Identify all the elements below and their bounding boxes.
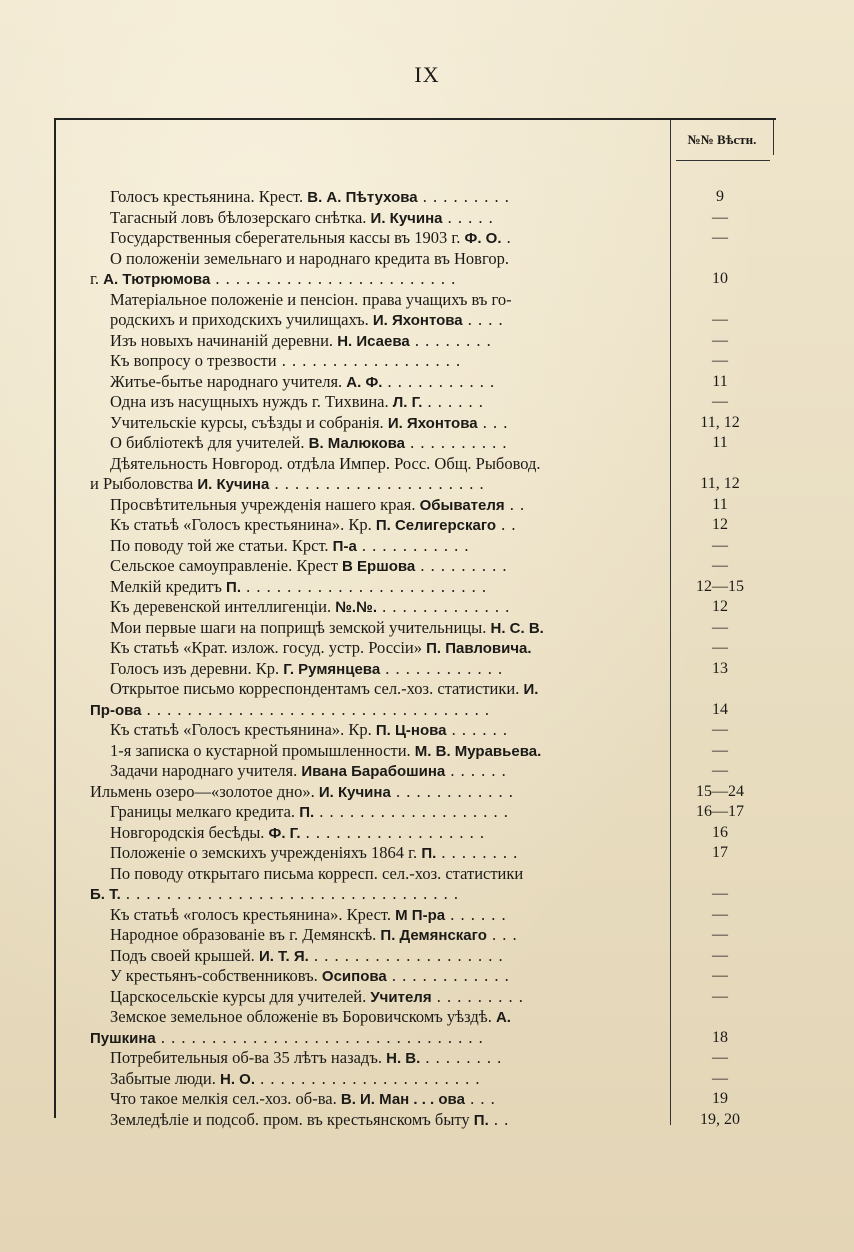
entry-text: Къ статьѣ «Крат. излож. госуд. устр. Россіи» bbox=[110, 638, 427, 657]
entry-author: П. Демянскаго bbox=[380, 927, 487, 944]
toc-entry-title bbox=[90, 454, 660, 475]
issue-number: 19 bbox=[712, 1090, 728, 1107]
leader-dots: . . . . . . . . . . . . bbox=[380, 658, 504, 678]
entry-author: И. Т. Я. bbox=[258, 947, 309, 965]
issue-number: 19, 20 bbox=[700, 1110, 740, 1128]
toc-entry-title bbox=[90, 290, 660, 311]
toc-entry bbox=[90, 966, 780, 987]
toc-entry bbox=[90, 823, 780, 844]
entry-author: Пушкина bbox=[90, 1029, 156, 1047]
entry-author: Обывателя bbox=[419, 496, 505, 514]
entry-text: Къ статьѣ «голосъ крестьянина». Крест. bbox=[110, 904, 396, 924]
entry-text: Одна изъ насущныхъ нуждъ г. Тихвина. bbox=[110, 392, 393, 411]
entry-text: Забытые люди. bbox=[110, 1068, 221, 1088]
entry-author: И. Яхонтова bbox=[372, 312, 463, 329]
issue-number bbox=[660, 864, 780, 885]
entry-text: Положеніе о земскихъ учрежденіяхъ 1864 г. bbox=[110, 843, 422, 862]
issue-number: 11 bbox=[712, 434, 728, 451]
entry-text: Границы мелкаго кредита. bbox=[110, 802, 300, 821]
issue-number bbox=[660, 290, 780, 311]
issue-number: — bbox=[712, 229, 728, 246]
leader-dots: . . . . . . . . bbox=[409, 330, 492, 350]
entry-text: Земское земельное обложеніе въ Боровичскомъ уѣздѣ. bbox=[110, 1007, 496, 1026]
toc-entry bbox=[90, 1089, 780, 1110]
leader-dots: . . . . . . . . . . . . . bbox=[376, 597, 511, 616]
issue-number: — bbox=[712, 639, 728, 656]
toc-entry-title bbox=[90, 269, 660, 290]
issue-number: — bbox=[712, 208, 728, 226]
leader-dots: . . . . . . . . bbox=[420, 1048, 503, 1067]
toc-entry-title bbox=[90, 1028, 660, 1049]
entry-author: И. Кучина bbox=[197, 476, 270, 493]
issue-number: — bbox=[712, 967, 728, 984]
toc-entry-title bbox=[90, 1069, 660, 1090]
toc-entry bbox=[90, 597, 780, 618]
entry-author: Л. Г. bbox=[392, 394, 423, 411]
entry-text: О положеніи земельнаго и народнаго кредита въ Новгор. bbox=[110, 248, 509, 268]
toc-entry bbox=[90, 1069, 780, 1090]
toc-entry bbox=[90, 454, 780, 475]
entry-text: Мои первые шаги на поприщѣ земской учительницы. bbox=[110, 617, 491, 637]
toc-entry-title bbox=[90, 249, 660, 270]
issue-number: — bbox=[712, 618, 728, 636]
entry-text: Что такое мелкія сел.-хоз. об-ва. bbox=[110, 1089, 341, 1108]
entry-author: Н. Исаева bbox=[337, 332, 410, 350]
issue-number: — bbox=[712, 987, 728, 1005]
entry-text: Сельское самоуправленіе. Крест bbox=[110, 556, 343, 575]
toc-entry bbox=[90, 290, 780, 311]
entry-author: И. Яхонтова bbox=[387, 414, 478, 432]
issue-number: 13 bbox=[712, 659, 728, 677]
toc-entry-title bbox=[90, 577, 660, 598]
toc-entry bbox=[90, 372, 780, 393]
toc-entry bbox=[90, 1007, 780, 1028]
entry-text: Потребительныя об-ва 35 лѣтъ назадъ. bbox=[110, 1048, 387, 1067]
toc-entry bbox=[90, 638, 780, 659]
issue-number: — bbox=[712, 946, 728, 964]
entry-text: Къ вопросу о трезвости bbox=[110, 351, 277, 370]
issue-number: 14 bbox=[712, 700, 728, 718]
toc-entry-title bbox=[90, 310, 660, 331]
toc-entry bbox=[90, 946, 780, 967]
entry-text: Царскосельскіе курсы для учителей. bbox=[110, 986, 371, 1006]
entry-author: П. Ц-нова bbox=[375, 722, 447, 739]
issue-number: — bbox=[712, 536, 728, 554]
toc-entry bbox=[90, 884, 780, 905]
toc-entry bbox=[90, 495, 780, 516]
toc-entry bbox=[90, 413, 780, 434]
toc-entry bbox=[90, 556, 780, 577]
leader-dots: . . bbox=[496, 515, 517, 534]
toc-entry bbox=[90, 187, 780, 208]
entry-text: Государственныя сберегательныя кассы въ 1903 г. bbox=[110, 228, 465, 247]
entry-author: Осипова bbox=[321, 968, 387, 985]
frame-top-rule bbox=[54, 118, 776, 120]
issue-number: — bbox=[712, 1069, 728, 1087]
issue-number: 12—15 bbox=[696, 577, 744, 595]
leader-dots: . . . . . . . . . . . bbox=[382, 371, 496, 391]
toc-entry bbox=[90, 1028, 780, 1049]
toc-entry bbox=[90, 925, 780, 946]
toc-entry bbox=[90, 843, 780, 864]
leader-dots: . . . . . . . . . bbox=[431, 986, 524, 1006]
leader-dots: . . . bbox=[464, 1089, 496, 1108]
entry-text: Задачи народнаго учителя. bbox=[110, 761, 302, 780]
leader-dots: . . . . . . . . . . . . . . . . . . bbox=[276, 351, 462, 370]
entry-text: Тагасный ловъ бѣлозерскаго снѣтка. bbox=[110, 207, 371, 227]
toc-entry bbox=[90, 741, 780, 762]
issue-number: — bbox=[712, 352, 728, 369]
entry-text: Изъ новыхъ начинаній деревни. bbox=[110, 330, 338, 350]
toc-entry-title bbox=[90, 413, 660, 434]
toc-entry bbox=[90, 679, 780, 700]
page-number: IX bbox=[414, 62, 440, 87]
toc-entry bbox=[90, 987, 780, 1008]
leader-dots: . . . . . . . . . . . . . . . . . . . . . . . . . . . . . . . . . bbox=[120, 884, 460, 903]
toc-entry bbox=[90, 208, 780, 229]
entry-author: П. bbox=[421, 845, 437, 862]
issue-number: 12 bbox=[712, 598, 728, 615]
entry-author: Учителя bbox=[370, 988, 432, 1006]
toc-entry bbox=[90, 351, 780, 372]
entry-text: У крестьянъ-собственниковъ. bbox=[110, 966, 322, 985]
issue-number: 16 bbox=[712, 823, 728, 841]
toc-entry bbox=[90, 249, 780, 270]
entry-author: Н. В. bbox=[386, 1050, 421, 1067]
leader-dots: . . . . . . . . . . . bbox=[356, 535, 470, 555]
leader-dots: . . . . . . . . . . . . . . . . . . bbox=[300, 822, 485, 842]
entry-text: Учительскіе курсы, съѣзды и собранія. bbox=[110, 412, 388, 432]
toc-entry-title bbox=[90, 372, 660, 393]
toc-entry-title bbox=[90, 536, 660, 557]
entry-author: В. Малюкова bbox=[308, 435, 406, 452]
entry-text: Просвѣтительныя учрежденія нашего края. bbox=[110, 494, 420, 514]
toc-entry-title bbox=[90, 782, 660, 803]
toc-entry-title bbox=[90, 761, 660, 782]
entry-text: Къ статьѣ «Голосъ крестьянина». Кр. bbox=[110, 720, 376, 739]
entry-text: Ильмень озеро—«золотое дно». bbox=[90, 781, 319, 801]
issue-number: 9 bbox=[716, 188, 724, 205]
toc-entry bbox=[90, 659, 780, 680]
issue-number bbox=[660, 249, 780, 270]
toc-entry bbox=[90, 392, 780, 413]
toc-entry-title bbox=[90, 392, 660, 413]
entry-author: И. Кучина bbox=[370, 209, 443, 227]
toc-entry-title bbox=[90, 1110, 660, 1131]
toc-entry-title bbox=[90, 331, 660, 352]
leader-dots: . . . . . . . . bbox=[436, 843, 519, 862]
entry-author: Ивана Барабошина bbox=[301, 763, 446, 780]
column-header-rule bbox=[676, 160, 770, 161]
leader-dots: . . . . . . . . . . . . . . . . . . . . . . . . bbox=[210, 269, 457, 288]
entry-text: Голосъ изъ деревни. Кр. bbox=[110, 658, 284, 678]
toc-entry-title bbox=[90, 864, 660, 885]
leader-dots: . . . . . . bbox=[422, 392, 484, 411]
entry-author: В. И. Ман . . . ова bbox=[340, 1091, 465, 1108]
entry-text: Житье-бытье народнаго учителя. bbox=[110, 371, 347, 391]
entry-author: Н. О. bbox=[220, 1070, 256, 1088]
leader-dots: . . . . . . . . . . . . . . . . . . . . . bbox=[269, 474, 485, 493]
toc-entry-title bbox=[90, 515, 660, 536]
issue-number: — bbox=[712, 331, 728, 349]
entry-author: А. Ф. bbox=[346, 373, 383, 391]
toc-entry-title bbox=[90, 1007, 660, 1028]
toc-entry bbox=[90, 577, 780, 598]
toc-entry bbox=[90, 782, 780, 803]
toc-entry-title bbox=[90, 208, 660, 229]
issue-number: 11 bbox=[712, 495, 728, 513]
entry-text: Подъ своей крышей. bbox=[110, 945, 259, 965]
issue-number: — bbox=[712, 741, 728, 759]
issue-number: — bbox=[712, 721, 728, 738]
leader-dots: . . . . . . . . . bbox=[417, 187, 510, 206]
entry-text: Новгородскія бесѣды. bbox=[110, 822, 269, 842]
issue-number: 10 bbox=[712, 270, 728, 287]
entry-text: Матеріальное положеніе и пенсіон. права учащихъ въ го- bbox=[110, 289, 512, 309]
toc-entry bbox=[90, 515, 780, 536]
issue-number: — bbox=[712, 905, 728, 923]
toc-entry-title bbox=[90, 802, 660, 823]
toc-entry-title bbox=[90, 1089, 660, 1110]
entry-author: А. bbox=[495, 1009, 511, 1026]
entry-text: Къ деревенской интеллигенціи. bbox=[110, 597, 336, 616]
toc-entry-title bbox=[90, 638, 660, 659]
entry-text: 1-я записка о кустарной промышленности. bbox=[110, 740, 415, 760]
toc-entry-title bbox=[90, 597, 660, 618]
leader-dots: . bbox=[501, 228, 512, 247]
entry-text: Мелкій кредитъ bbox=[110, 576, 227, 596]
entry-author: П. bbox=[299, 804, 315, 821]
toc-entry-title bbox=[90, 823, 660, 844]
entry-author: Г. Румянцева bbox=[283, 660, 381, 678]
entry-text: По поводу открытаго письма корресп. сел.-хоз. статистики bbox=[110, 863, 524, 883]
toc-entry-title bbox=[90, 495, 660, 516]
entry-author: Б. Т. bbox=[90, 886, 121, 903]
leader-dots: . . . . . . . . . bbox=[415, 556, 508, 575]
leader-dots: . . . . . . . . . . . . . . . . . . . . . . . . . . . . . . . . . . bbox=[141, 699, 490, 719]
entry-text: Открытое письмо корреспондентамъ сел.-хоз. статистики. bbox=[110, 679, 524, 698]
column-right-rule bbox=[773, 120, 774, 155]
entry-author: М П-ра bbox=[395, 906, 446, 924]
issue-number: — bbox=[712, 885, 728, 902]
issue-number: — bbox=[712, 926, 728, 943]
entry-text: Дѣятельность Новгород. отдѣла Импер. Росс. Общ. Рыбовод. bbox=[110, 453, 541, 473]
issue-number: 12 bbox=[712, 516, 728, 533]
entry-text: Земледѣліе и подсоб. пром. въ крестьянскомъ быту bbox=[110, 1109, 474, 1129]
issue-number bbox=[660, 454, 780, 475]
entry-author: №.№. bbox=[335, 599, 377, 616]
toc-entry bbox=[90, 864, 780, 885]
entry-author: М. В. Муравьева. bbox=[414, 742, 542, 760]
toc-entry bbox=[90, 331, 780, 352]
entry-author: Н. С. В. bbox=[490, 619, 544, 637]
entry-text: Голосъ крестьянина. Крест. bbox=[110, 187, 308, 206]
issue-number: 11, 12 bbox=[700, 413, 740, 431]
toc-entry bbox=[90, 1048, 780, 1069]
toc-entry-title bbox=[90, 966, 660, 987]
issue-number: 18 bbox=[712, 1028, 728, 1046]
toc-entry-title bbox=[90, 905, 660, 926]
toc-entry bbox=[90, 536, 780, 557]
issue-number-column-header: №№ Вѣстн. bbox=[687, 132, 757, 147]
leader-dots: . . . . . . bbox=[445, 904, 507, 924]
toc-entry-title bbox=[90, 433, 660, 454]
toc-entry-title bbox=[90, 843, 660, 864]
toc-entry-title bbox=[90, 700, 660, 721]
issue-number: — bbox=[712, 557, 728, 574]
toc-entry-title bbox=[90, 351, 660, 372]
table-of-contents bbox=[90, 187, 780, 1130]
entry-author: П. Селигерскаго bbox=[375, 517, 497, 534]
toc-entry bbox=[90, 1110, 780, 1131]
toc-entry-title bbox=[90, 556, 660, 577]
issue-number: 17 bbox=[712, 844, 728, 861]
issue-number: — bbox=[712, 762, 728, 779]
leader-dots: . . . . . . bbox=[446, 720, 509, 739]
entry-author: В. А. Пѣтухова bbox=[307, 189, 418, 206]
leader-dots: . . . . . . bbox=[445, 761, 507, 780]
leader-dots: . . . . bbox=[462, 310, 504, 329]
toc-entry bbox=[90, 720, 780, 741]
entry-author: Ф. Г. bbox=[268, 824, 301, 842]
entry-author: П-а bbox=[332, 537, 357, 555]
leader-dots: . . bbox=[504, 494, 526, 514]
toc-entry-title bbox=[90, 720, 660, 741]
leader-dots: . . . . . . . . . . . . . . . . . . . . . . bbox=[255, 1068, 481, 1088]
issue-number: 15—24 bbox=[696, 782, 744, 800]
leader-dots: . . . . . . . . . . . . . . . . . . . . . . . . . . . . . . . . bbox=[155, 1027, 484, 1047]
entry-text: Народное образованіе въ г. Демянскѣ. bbox=[110, 925, 381, 944]
toc-entry-title bbox=[90, 679, 660, 700]
toc-entry bbox=[90, 802, 780, 823]
issue-number: 11 bbox=[712, 372, 728, 390]
issue-number: — bbox=[712, 1049, 728, 1066]
leader-dots: . . . bbox=[477, 412, 509, 432]
entry-text: По поводу той же статьи. Крст. bbox=[110, 535, 333, 555]
entry-author: П. Павловича. bbox=[426, 640, 532, 657]
toc-entry-title bbox=[90, 1048, 660, 1069]
entry-author: Пр-ова bbox=[90, 701, 142, 719]
leader-dots: . . . . . . . . . . . . bbox=[390, 781, 514, 801]
toc-entry-title bbox=[90, 228, 660, 249]
entry-author: И. Кучина bbox=[318, 783, 391, 801]
entry-text: г. bbox=[90, 269, 104, 288]
leader-dots: . . . . . . . . . . . . bbox=[386, 966, 510, 985]
toc-entry bbox=[90, 700, 780, 721]
toc-entry bbox=[90, 474, 780, 495]
toc-entry bbox=[90, 618, 780, 639]
leader-dots: . . . . . . . . . . . . . . . . . . . . . . . . bbox=[241, 576, 487, 596]
toc-entry bbox=[90, 269, 780, 290]
leader-dots: . . . . . bbox=[442, 207, 494, 227]
entry-author: И. bbox=[523, 681, 539, 698]
leader-dots: . . . . . . . . . . . . . . . . . . . bbox=[308, 945, 504, 965]
entry-author: В Ершова bbox=[342, 558, 416, 575]
toc-entry-title bbox=[90, 987, 660, 1008]
toc-entry-title bbox=[90, 659, 660, 680]
toc-entry bbox=[90, 310, 780, 331]
entry-text: родскихъ и приходскихъ училищахъ. bbox=[110, 310, 373, 329]
entry-text: и Рыболовства bbox=[90, 474, 198, 493]
issue-number: 11, 12 bbox=[700, 475, 740, 492]
toc-entry bbox=[90, 228, 780, 249]
toc-entry-title bbox=[90, 741, 660, 762]
leader-dots: . . . bbox=[486, 925, 518, 944]
leader-dots: . . . . . . . . . . . . . . . . . . . bbox=[314, 802, 509, 821]
entry-author: А. Тютрюмова bbox=[103, 271, 211, 288]
issue-number bbox=[660, 1007, 780, 1028]
toc-entry-title bbox=[90, 474, 660, 495]
toc-entry bbox=[90, 905, 780, 926]
issue-number: — bbox=[712, 311, 728, 328]
toc-entry-title bbox=[90, 187, 660, 208]
toc-entry bbox=[90, 433, 780, 454]
entry-author: П. bbox=[226, 578, 241, 596]
issue-number: 16—17 bbox=[696, 803, 744, 820]
entry-text: Къ статьѣ «Голосъ крестьянина». Кр. bbox=[110, 515, 376, 534]
entry-author: Ф. О. bbox=[464, 230, 502, 247]
issue-number bbox=[660, 679, 780, 700]
toc-entry bbox=[90, 761, 780, 782]
issue-number: — bbox=[712, 393, 728, 410]
entry-text: О библіотекѣ для учителей. bbox=[110, 433, 309, 452]
toc-entry-title bbox=[90, 884, 660, 905]
entry-author: П. bbox=[473, 1111, 489, 1129]
leader-dots: . . bbox=[488, 1109, 510, 1129]
frame-left-rule bbox=[54, 118, 56, 1118]
toc-entry-title bbox=[90, 946, 660, 967]
leader-dots: . . . . . . . . . . bbox=[405, 433, 508, 452]
toc-entry-title bbox=[90, 925, 660, 946]
toc-entry-title bbox=[90, 618, 660, 639]
